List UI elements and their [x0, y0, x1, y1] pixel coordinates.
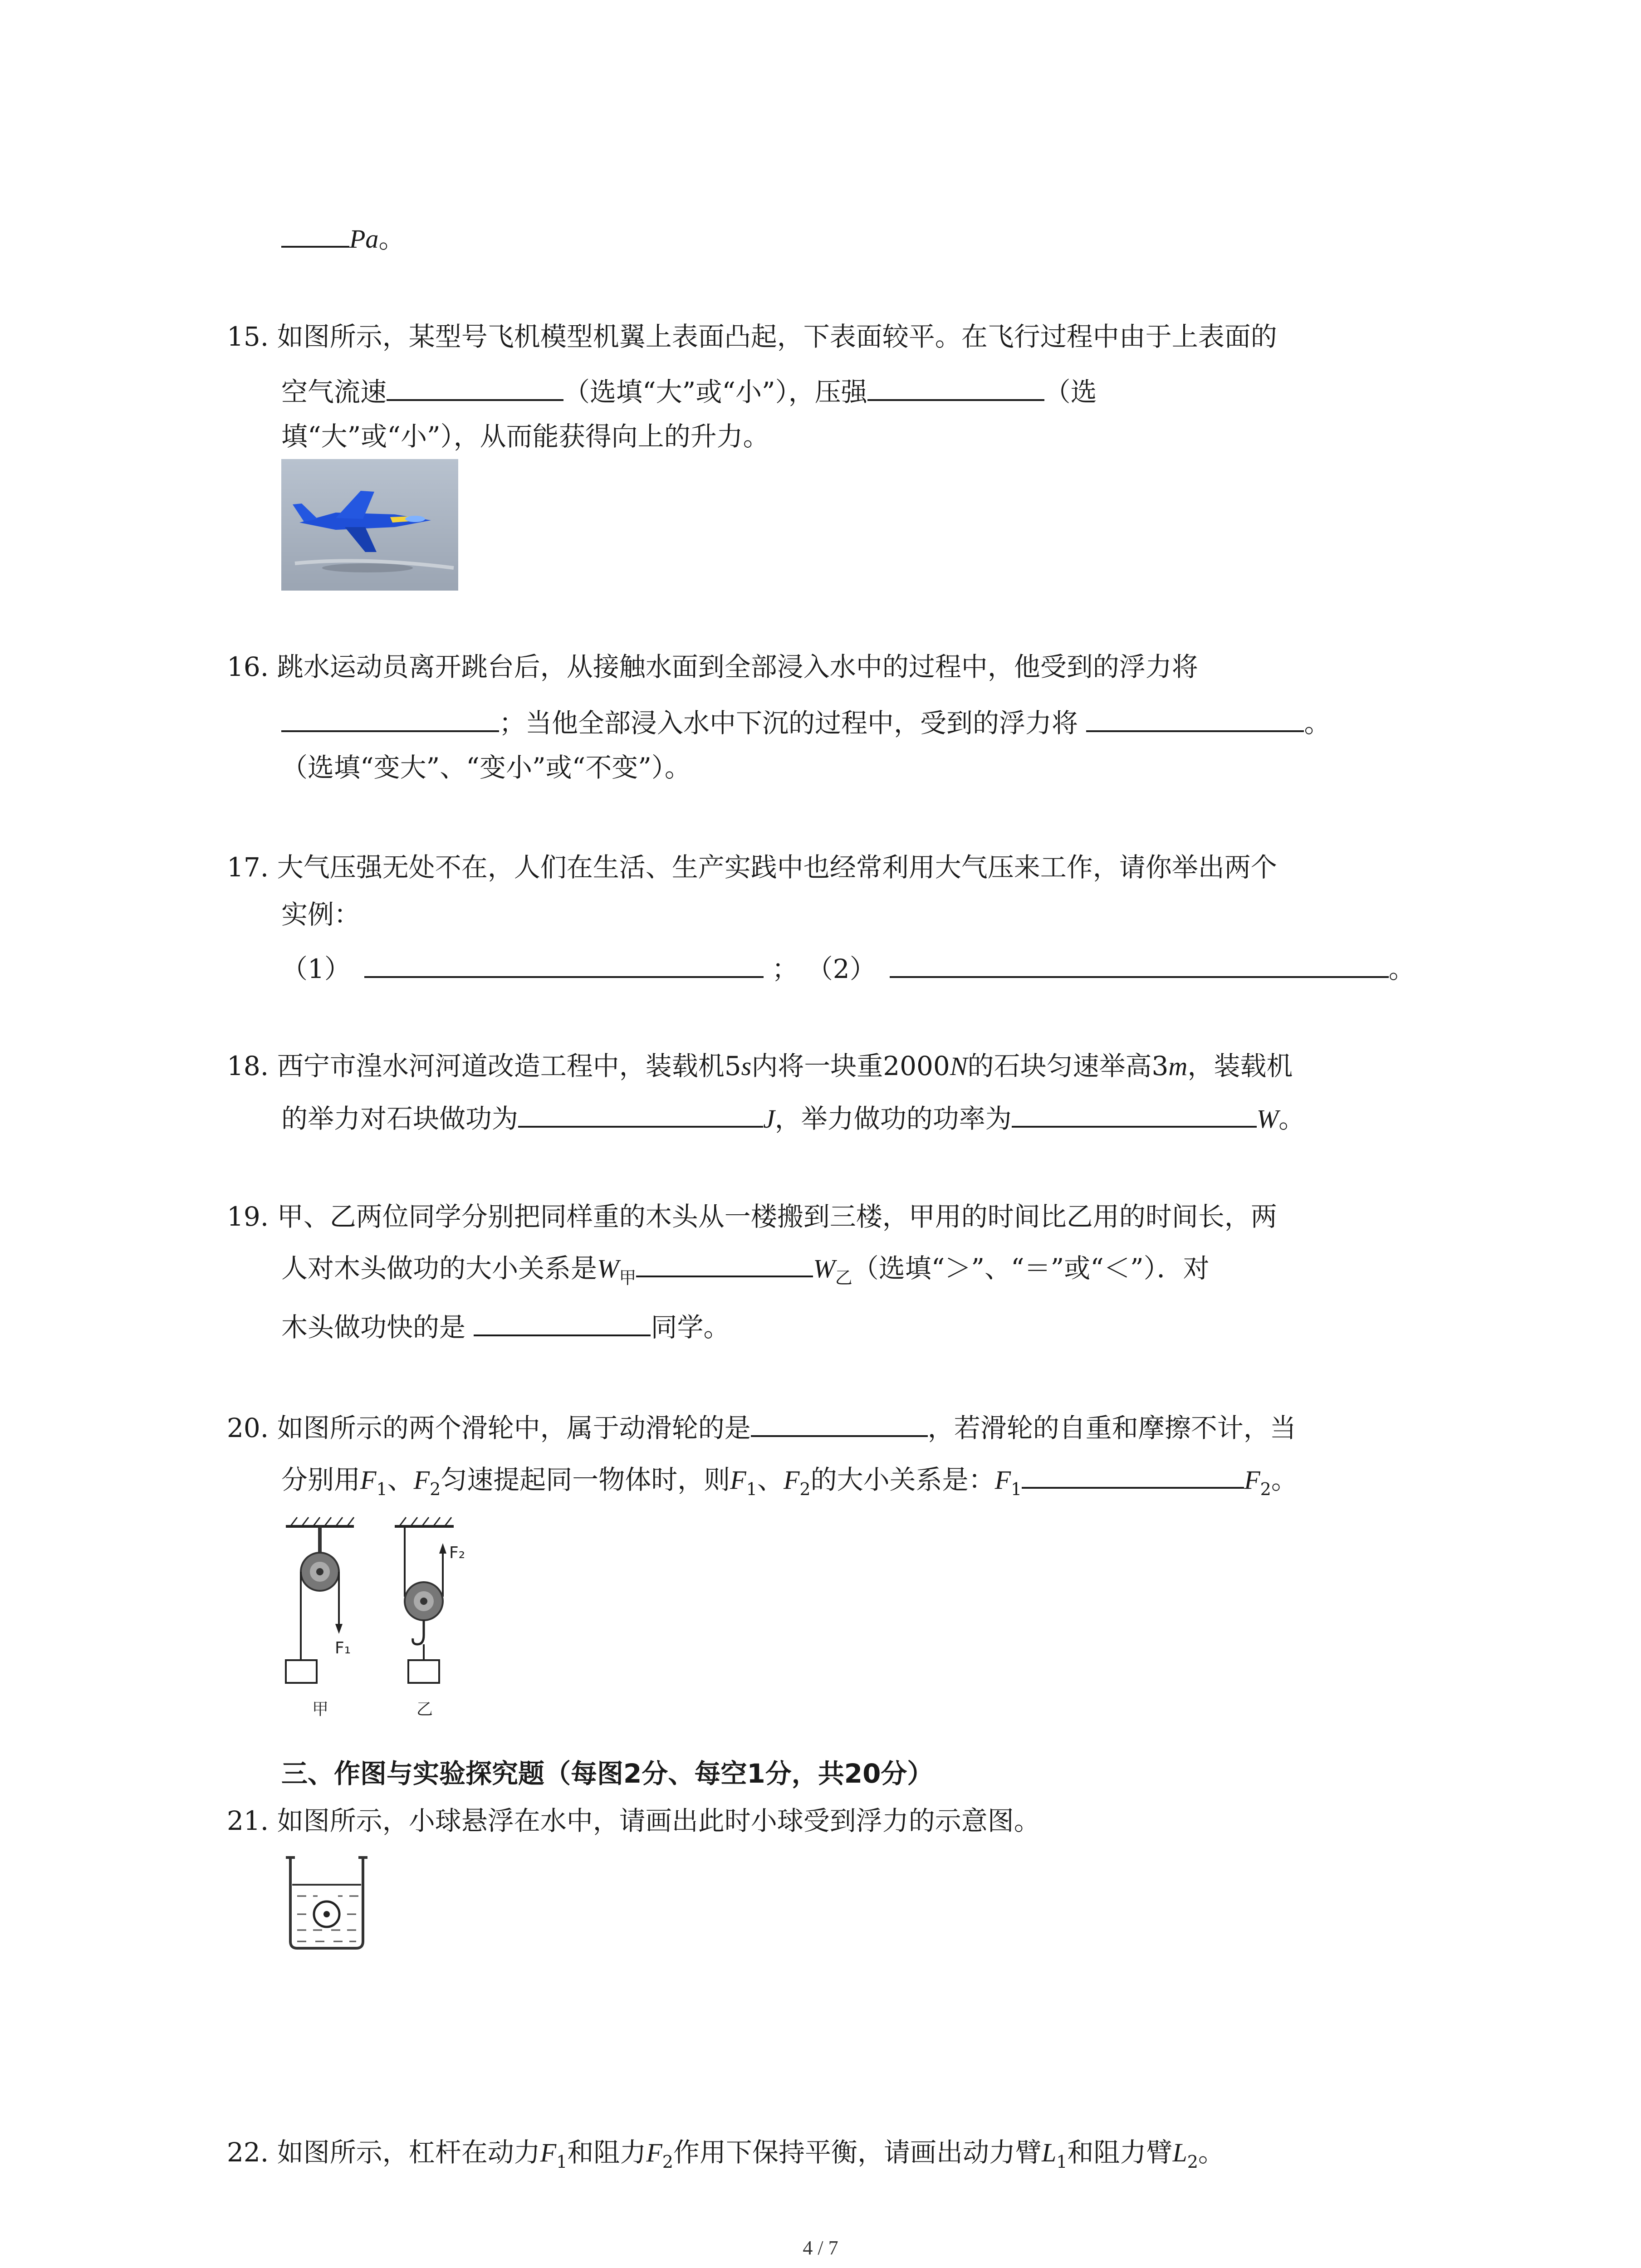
caption-yi: 乙 — [416, 1700, 433, 1719]
q18-blank-1[interactable] — [518, 1098, 763, 1128]
caption-jia: 甲 — [312, 1700, 329, 1719]
q19-line3: 木头做功快的是 同学。 — [281, 1306, 730, 1345]
q22-line1: 22. 如图所示，杠杆在动力$F_1$和阻力$F_2$作用下保持平衡，请画出动力臂$L_1$和阻力臂$L_2$。 — [227, 2137, 1225, 2172]
q20-blank-1[interactable] — [751, 1407, 928, 1437]
q20-blank-2[interactable] — [1022, 1459, 1244, 1489]
q14-answer-blank[interactable] — [281, 218, 349, 248]
q21-number: 21. — [227, 1805, 269, 1836]
q16-blank-1[interactable] — [281, 702, 499, 732]
q15-line3: 填“大”或“小”），从而能获得向上的升力。 — [281, 421, 769, 452]
beaker-icon — [286, 1857, 367, 1948]
q15-airplane-figure — [281, 459, 458, 591]
q20-pulley-figure — [272, 1515, 508, 1724]
q22-number: 22. — [227, 2137, 269, 2168]
q15-number: 15. — [227, 321, 269, 352]
q15-blank-1[interactable] — [387, 371, 563, 401]
q19-blank-1[interactable] — [636, 1247, 813, 1277]
f1-label: F₁ — [335, 1639, 351, 1657]
q19-number: 19. — [227, 1201, 269, 1232]
q19-line1: 19. 甲、乙两位同学分别把同样重的木头从一楼搬到三楼，甲用的时间比乙用的时间长，两 — [227, 1201, 1277, 1232]
q21-beaker-figure — [281, 1851, 372, 1955]
q17-line3: （1） ； （2） 。 — [281, 948, 1415, 987]
q18-number: 18. — [227, 1051, 269, 1081]
q17-line1: 17. 大气压强无处不在，人们在生活、生产实践中也经常利用大气压来工作，请你举出两个 — [227, 852, 1277, 883]
q20-line2: 分别用$F_1$、$F_2$匀速提起同一物体时，则$F_1$、$F_2$的大小关系是：$F_1$ $F_2$。 — [281, 1459, 1298, 1507]
q15-line1: 15. 如图所示，某型号飞机模型机翼上表面凸起，下表面较平。在飞行过程中由于上表面的 — [227, 321, 1277, 352]
q17-number: 17. — [227, 852, 269, 883]
q16-number: 16. — [227, 651, 269, 682]
q15-blank-2[interactable] — [867, 371, 1044, 401]
q17-blank-2[interactable] — [890, 948, 1389, 978]
q16-line1: 16. 跳水运动员离开跳台后，从接触水面到全部浸入水中的过程中，他受到的浮力将 — [227, 651, 1198, 682]
q18-blank-2[interactable] — [1012, 1098, 1257, 1128]
q16-line3: （选填“变大”、“变小”或“不变”）。 — [281, 752, 691, 783]
q14-tail: Pa。 — [281, 218, 405, 257]
q15-line2: 空气流速 （选填“大”或“小”），压强 （选 — [281, 371, 1097, 410]
q20-number: 20. — [227, 1413, 269, 1443]
q14-unit: Pa — [349, 224, 379, 254]
q18-line1: 18. 西宁市湟水河河道改造工程中，装载机5s内将一块重2000N的石块匀速举高3m，装载机 — [227, 1051, 1293, 1081]
q20-line1: 20. 如图所示的两个滑轮中，属于动滑轮的是 ，若滑轮的自重和摩擦不计，当 — [227, 1407, 1296, 1446]
movable-pulley-diagram — [395, 1517, 465, 1719]
q19-line2: 人对木头做功的大小关系是$W_甲$ $W_乙$（选填“＞”、“＝”或“＜”）．对 — [281, 1247, 1210, 1296]
fixed-pulley-diagram — [286, 1517, 354, 1719]
q17-blank-1[interactable] — [364, 948, 764, 978]
q19-blank-2[interactable] — [474, 1306, 651, 1336]
q17-line2: 实例： — [281, 899, 361, 930]
page-number: 4 / 7 — [803, 2237, 838, 2259]
q16-line2: ；当他全部浸入水中下沉的过程中，受到的浮力将 。 — [281, 702, 1330, 741]
q21-line1: 21. 如图所示，小球悬浮在水中，请画出此时小球受到浮力的示意图。 — [227, 1805, 1040, 1836]
q16-blank-2[interactable] — [1086, 702, 1304, 732]
section3-heading: 三、作图与实验探究题（每图2分、每空1分，共20分） — [281, 1758, 934, 1789]
q18-line2: 的举力对石块做功为 J，举力做功的功率为 W。 — [281, 1098, 1305, 1137]
f2-label: F₂ — [449, 1544, 465, 1562]
